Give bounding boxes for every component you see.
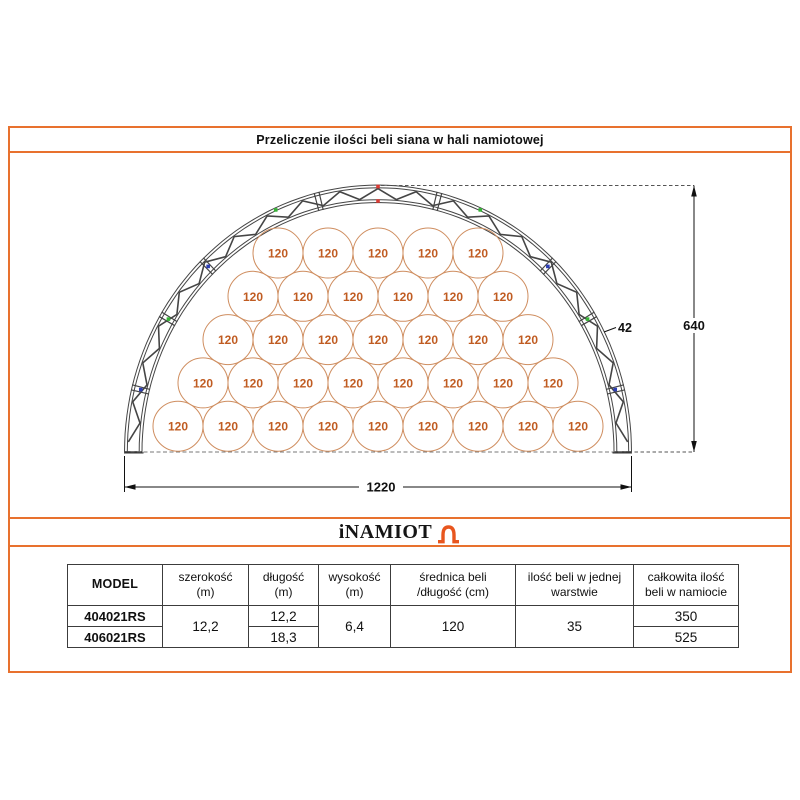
joint-marker — [376, 185, 380, 189]
bale-label: 120 — [492, 376, 514, 391]
bale-label: 120 — [492, 289, 514, 304]
bale-label: 120 — [467, 246, 489, 261]
bale-label: 120 — [367, 333, 389, 348]
bale-label: 120 — [317, 333, 339, 348]
bale-label: 120 — [267, 419, 289, 434]
bale-label: 120 — [442, 376, 464, 391]
bale-label: 120 — [517, 419, 539, 434]
joint-marker — [586, 317, 590, 321]
joint-marker — [206, 265, 210, 269]
tent-arch-drawing — [10, 153, 790, 517]
cell-dlugosc-2: 18,3 — [249, 627, 319, 648]
cell-calkowita-1: 350 — [634, 606, 739, 627]
cell-model-1: 404021RS — [68, 606, 163, 627]
bale-label: 120 — [292, 376, 314, 391]
bale-label: 120 — [292, 289, 314, 304]
cell-ilosc-warstwa: 35 — [516, 606, 634, 648]
bale-label: 120 — [567, 419, 589, 434]
bale-label: 120 — [417, 419, 439, 434]
bale-label: 120 — [467, 333, 489, 348]
col-header-model: MODEL — [68, 565, 163, 606]
tent-icon — [436, 522, 461, 544]
dim-span-label: 1220 — [366, 479, 396, 495]
bale-stack — [153, 228, 603, 451]
cell-dlugosc-1: 12,2 — [249, 606, 319, 627]
bale-label: 120 — [317, 419, 339, 434]
bale-label: 120 — [242, 289, 264, 304]
bale-label: 120 — [367, 419, 389, 434]
bale-label: 120 — [267, 246, 289, 261]
bale-label: 120 — [542, 376, 564, 391]
bale-label: 120 — [167, 419, 189, 434]
spec-table-section — [8, 545, 792, 673]
col-header-dlugosc: długość (m) — [249, 565, 319, 606]
cell-srednica: 120 — [391, 606, 516, 648]
bale-label: 120 — [392, 376, 414, 391]
joint-marker — [274, 208, 278, 212]
title-bar — [8, 126, 792, 153]
joint-marker — [478, 208, 482, 212]
truss-arch — [125, 185, 632, 452]
bale-label: 120 — [242, 376, 264, 391]
col-header-calkowita: całkowita ilość beli w namiocie — [634, 565, 739, 606]
cell-wysokosc: 6,4 — [319, 606, 391, 648]
bale-label: 120 — [217, 419, 239, 434]
col-header-srednica: średnica beli /długość (cm) — [391, 565, 516, 606]
bale-label: 120 — [417, 333, 439, 348]
table-row — [68, 606, 739, 627]
cell-model-2: 406021RS — [68, 627, 163, 648]
cell-szerokosc: 12,2 — [163, 606, 249, 648]
joint-marker — [139, 388, 143, 392]
bale-label: 120 — [467, 419, 489, 434]
bale-label: 120 — [342, 289, 364, 304]
bale-label: 120 — [417, 246, 439, 261]
cross-section-diagram — [8, 151, 792, 519]
joint-marker — [167, 317, 171, 321]
bale-label: 120 — [267, 333, 289, 348]
logo-bar — [8, 517, 792, 547]
dim-truss-depth-label: 42 — [618, 321, 632, 335]
bale-label: 120 — [192, 376, 214, 391]
spec-table — [67, 564, 739, 648]
bale-label: 120 — [442, 289, 464, 304]
cell-calkowita-2: 525 — [634, 627, 739, 648]
bale-label: 120 — [367, 246, 389, 261]
col-header-ilosc-warstwa: ilość beli w jednej warstwie — [516, 565, 634, 606]
col-header-wysokosc: wysokość (m) — [319, 565, 391, 606]
joint-marker — [546, 265, 550, 269]
header-row — [68, 565, 739, 606]
joint-marker — [613, 388, 617, 392]
dim-height-label: 640 — [683, 318, 705, 333]
joint-marker — [376, 199, 380, 203]
brand-logo-text: iNAMIOT — [338, 521, 433, 543]
page-title: Przeliczenie ilości beli siana w hali namiotowej — [256, 132, 544, 147]
bale-label: 120 — [342, 376, 364, 391]
bale-label: 120 — [392, 289, 414, 304]
bale-label: 120 — [517, 333, 539, 348]
col-header-szerokosc: szerokość (m) — [163, 565, 249, 606]
bale-label: 120 — [217, 333, 239, 348]
bale-label: 120 — [317, 246, 339, 261]
truss-web — [128, 189, 627, 442]
